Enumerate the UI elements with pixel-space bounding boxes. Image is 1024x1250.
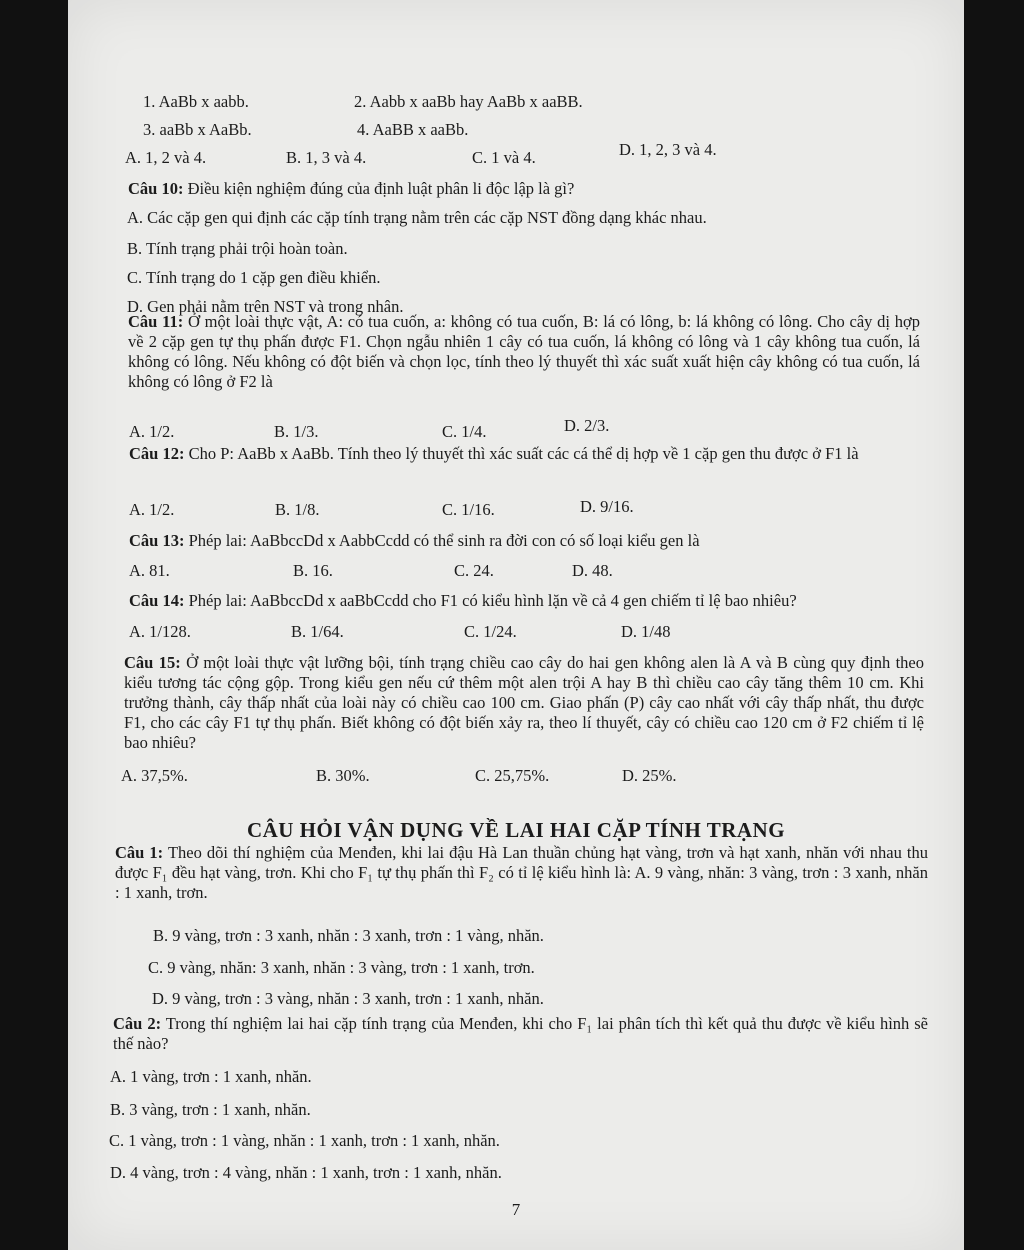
option-c: C. 1 và 4. [472, 148, 536, 167]
cross-3: 3. aaBb x AaBb. [143, 120, 252, 139]
option-d: D. 9/16. [580, 497, 634, 516]
question-text: Phép lai: AaBbccDd x aaBbCcdd cho F1 có kiểu hình lặn về cả 4 gen chiếm tỉ lệ bao nhiêu? [184, 591, 797, 610]
option-d: D. 48. [572, 561, 613, 580]
option-d: D. 25%. [622, 766, 677, 785]
option-a: A. 1, 2 và 4. [125, 148, 207, 167]
question-number: Câu 15: [124, 653, 181, 672]
question-text: Trong thí nghiệm lai hai cặp tính trạng của Menđen, khi cho F₁ lai phân tích thì kết quả thu được về kiểu hình sẽ thế nào? [113, 1014, 929, 1053]
s1-option-b: B. 9 vàng, trơn : 3 xanh, nhăn : 3 xanh, trơn : 1 vàng, nhăn. [153, 926, 544, 945]
cross-1: 1. AaBb x aabb. [143, 92, 249, 111]
option-d: D. 1/48 [621, 622, 671, 641]
option-c: C. 1/24. [464, 622, 517, 641]
option-a: A. 37,5%. [121, 766, 188, 785]
s2-option-b: B. 3 vàng, trơn : 1 xanh, nhăn. [110, 1100, 311, 1119]
section-question-2 [113, 1014, 928, 1054]
option-a: A. 1/2. [129, 422, 175, 441]
question-number: Câu 14: [129, 591, 185, 610]
s1-option-d: D. 9 vàng, trơn : 3 vàng, nhăn : 3 xanh, trơn : 1 xanh, nhăn. [152, 989, 544, 1008]
option-c: C. 1/4. [442, 422, 487, 441]
s1-option-c: C. 9 vàng, nhăn: 3 xanh, nhăn : 3 vàng, trơn : 1 xanh, trơn. [148, 958, 535, 977]
cross-2: 2. Aabb x aaBb hay AaBb x aaBB. [354, 92, 583, 111]
option-a: A. 1/2. [129, 500, 175, 519]
option-c: C. 1/16. [442, 500, 495, 519]
q10-option-b: B. Tính trạng phải trội hoàn toàn. [127, 239, 348, 258]
question-number: Câu 1: [115, 843, 164, 862]
option-d: D. 1, 2, 3 và 4. [619, 140, 717, 159]
question-10 [128, 179, 964, 199]
question-11 [128, 312, 920, 392]
option-b: B. 1, 3 và 4. [286, 148, 367, 167]
q10-option-c: C. Tính trạng do 1 cặp gen điều khiển. [127, 268, 381, 287]
option-c: C. 24. [454, 561, 494, 580]
question-13 [129, 531, 964, 551]
question-text: Ở một loài thực vật lưỡng bội, tính trạng chiều cao cây do hai gen không alen là A và B cùng quy định theo kiểu tương tác cộng gộp. Trong kiểu gen nếu cứ thêm một alen trội A hay B thì chiều cao cây tăng thêm 10 cm. Khi trưởng thành, cây thấp nhất của loài này có chiều cao 100 cm. Giao phấn (P) cây cao nhất với cây thấp nhất, thu được F1, cho các cây F1 tự thụ phấn. Biết không có đột biến xảy ra, theo lí thuyết, cây có chiều cao 120 cm ở F2 chiếm tỉ lệ bao nhiêu? [124, 653, 924, 752]
option-a: A. 81. [129, 561, 170, 580]
section-question-1 [115, 843, 928, 903]
option-b: B. 30%. [316, 766, 370, 785]
q10-option-a: A. Các cặp gen qui định các cặp tính trạng nằm trên các cặp NST đồng dạng khác nhau. [127, 208, 707, 227]
section-title: CÂU HỎI VẬN DỤNG VỀ LAI HAI CẶP TÍNH TRẠNG [246, 818, 786, 842]
cross-4: 4. AaBB x aaBb. [357, 120, 469, 139]
question-number: Câu 2: [113, 1014, 162, 1033]
question-number: Câu 13: [129, 531, 185, 550]
question-number: Câu 10: [128, 179, 184, 198]
s2-option-a: A. 1 vàng, trơn : 1 xanh, nhăn. [110, 1067, 312, 1086]
question-number: Câu 11: [128, 312, 184, 331]
option-c: C. 25,75%. [475, 766, 550, 785]
option-d: D. 2/3. [564, 416, 610, 435]
question-14 [129, 591, 964, 611]
option-b: B. 1/64. [291, 622, 344, 641]
question-text: Điều kiện nghiệm đúng của định luật phân li độc lập là gì? [183, 179, 575, 198]
q10-option-d: D. Gen phải nằm trên NST và trong nhân. [127, 297, 404, 316]
option-b: B. 1/8. [275, 500, 320, 519]
question-number: Câu 12: [129, 444, 185, 463]
question-text: Phép lai: AaBbccDd x AabbCcdd có thể sinh ra đời con có số loại kiểu gen là [184, 531, 700, 550]
question-15 [124, 653, 924, 753]
question-text: Theo dõi thí nghiệm của Menđen, khi lai đậu Hà Lan thuần chủng hạt vàng, trơn và hạt xanh, nhăn với nhau thu được F₁ đều hạt vàng, trơn. Khi cho F₁ tự thụ phấn thì F₂ có tỉ lệ kiểu hình là: A. 9 vàng, nhăn: 3 vàng, trơn : 3 xanh, nhăn : 1 xanh, trơn. [115, 843, 929, 902]
option-b: B. 16. [293, 561, 333, 580]
option-b: B. 1/3. [274, 422, 319, 441]
question-text: Cho P: AaBb x AaBb. Tính theo lý thuyết thì xác suất các cá thể dị hợp về 1 cặp gen thu được ở F1 là [184, 444, 859, 463]
page-number: 7 [511, 1200, 521, 1219]
s2-option-d: D. 4 vàng, trơn : 4 vàng, nhăn : 1 xanh, trơn : 1 xanh, nhăn. [110, 1163, 502, 1182]
question-text: Ở một loài thực vật, A: có tua cuốn, a: không có tua cuốn, B: lá có lông, b: lá không có lông. Cho cây dị hợp về 2 cặp gen tự thụ phấn được F1. Chọn ngẫu nhiên 1 cây có tua cuốn, lá không có lông và 1 cây không tua cuốn, lá không có lông. Nếu không có đột biến và chọn lọc, tính theo lý thuyết thì xác suất xuất hiện cây không có tua cuốn, lá không có lông ở F2 là [128, 312, 920, 391]
option-a: A. 1/128. [129, 622, 191, 641]
question-12 [129, 444, 920, 464]
document-page [68, 0, 964, 1250]
s2-option-c: C. 1 vàng, trơn : 1 vàng, nhăn : 1 xanh, trơn : 1 xanh, nhăn. [109, 1131, 500, 1150]
